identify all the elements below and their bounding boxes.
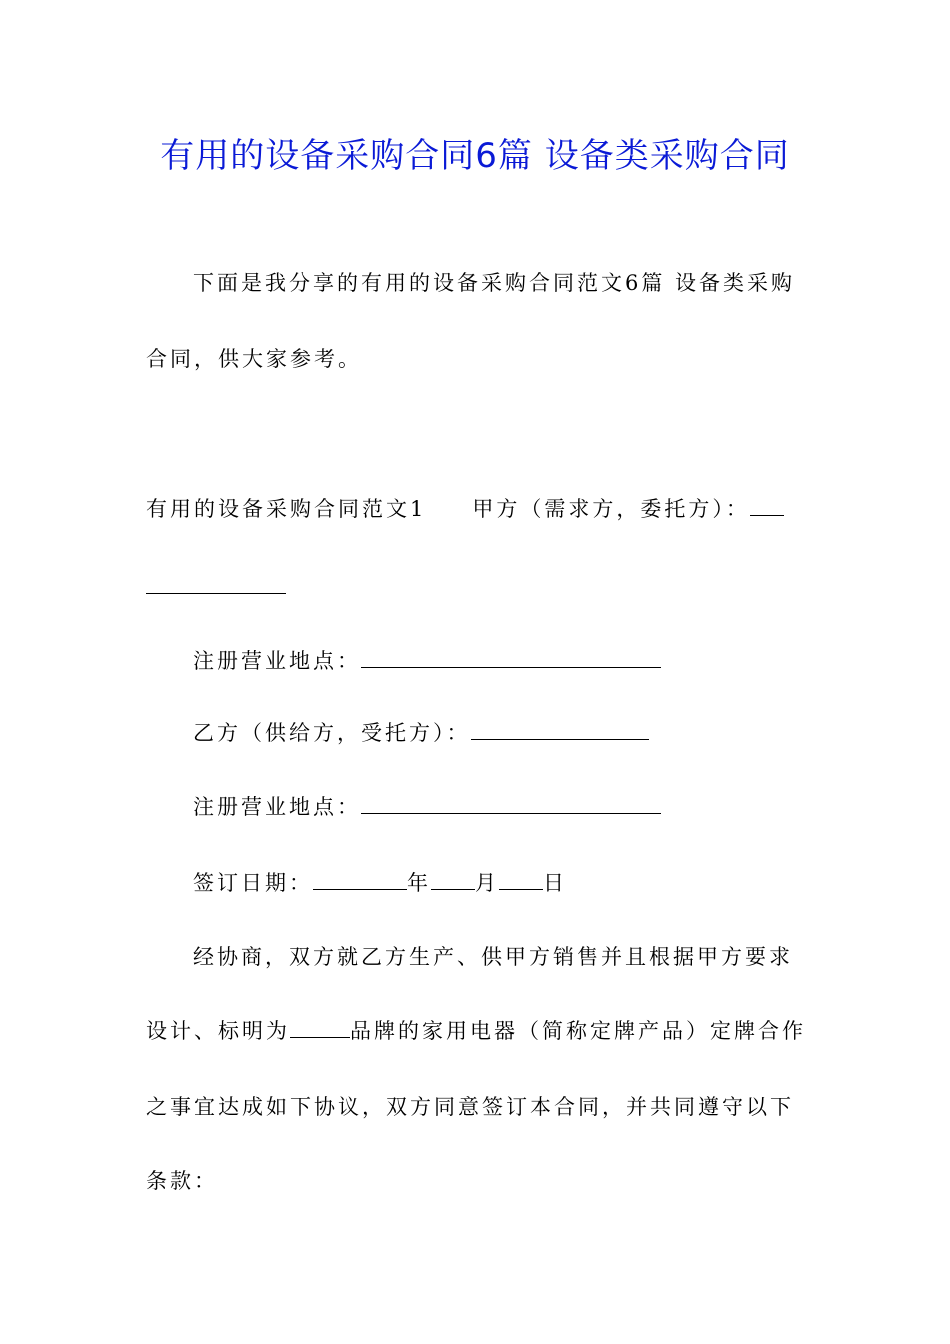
reg-addr-label-1: 注册营业地点：: [193, 649, 361, 673]
para-line-2: [146, 1016, 806, 1046]
month-label: 月: [475, 871, 499, 895]
reg-addr-line-2: [193, 792, 661, 822]
reg-addr-label-2: 注册营业地点：: [193, 795, 361, 819]
sign-date-line: [193, 868, 567, 898]
party-a-blank-2: [146, 573, 286, 594]
reg-addr-line-1: [193, 646, 661, 676]
para-line-2b: 品牌的家用电器（简称定牌产品）定牌合作: [350, 1019, 806, 1043]
sign-date-label: 签订日期：: [193, 871, 313, 895]
intro-line-1: 下面是我分享的有用的设备采购合同范文6篇 设备类采购: [193, 271, 796, 295]
year-blank: [313, 869, 407, 890]
day-blank: [499, 869, 543, 890]
party-a-blank: [750, 495, 784, 516]
document-title: 有用的设备采购合同6篇 设备类采购合同: [160, 136, 790, 176]
day-label: 日: [543, 871, 567, 895]
party-b-blank: [471, 719, 649, 740]
party-b-line: [193, 718, 649, 748]
party-a-blank-continued: [146, 572, 286, 602]
party-b-label: 乙方（供给方，受托方）：: [193, 721, 471, 745]
section-label: 有用的设备采购合同范文1: [146, 497, 427, 521]
intro-line-2: 合同，供大家参考。: [146, 347, 362, 371]
section-header-line: [146, 494, 784, 524]
para-line-3: 之事宜达成如下协议，双方同意签订本合同，并共同遵守以下: [146, 1095, 794, 1119]
brand-blank: [290, 1017, 350, 1038]
party-a-label: 甲方（需求方，委托方）：: [472, 497, 750, 521]
para-line-2a: 设计、标明为: [146, 1019, 290, 1043]
reg-addr-blank-1: [361, 647, 661, 668]
reg-addr-blank-2: [361, 793, 661, 814]
para-line-1: 经协商，双方就乙方生产、供甲方销售并且根据甲方要求: [193, 945, 793, 969]
para-line-4: 条款：: [146, 1169, 218, 1193]
year-label: 年: [407, 871, 431, 895]
month-blank: [431, 869, 475, 890]
